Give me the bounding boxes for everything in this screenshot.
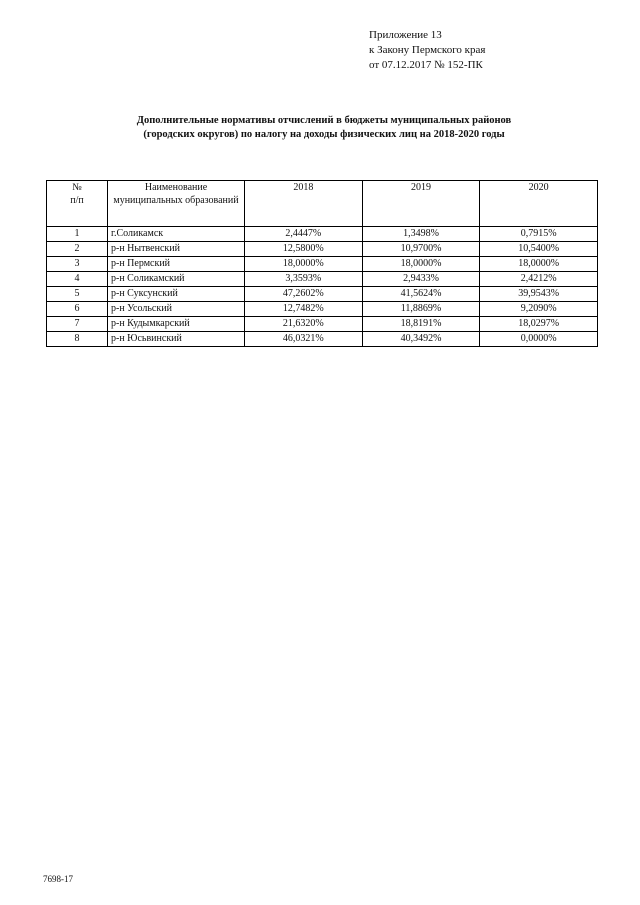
table-header-row <box>47 181 598 227</box>
row-value-2020: 0,0000% <box>480 332 598 347</box>
row-value-2019: 18,8191% <box>362 317 480 332</box>
document-title-line-2: (городских округов) по налогу на доходы физических лиц на 2018-2020 годы <box>143 129 505 140</box>
row-number: 7 <box>47 317 108 332</box>
row-value-2018: 12,7482% <box>245 302 363 317</box>
row-value-2020: 39,9543% <box>480 287 598 302</box>
row-number: 4 <box>47 272 108 287</box>
row-municipality: р-н Кудымкарский <box>108 317 245 332</box>
table-row <box>47 242 598 257</box>
norms-table <box>46 180 598 347</box>
row-value-2020: 2,4212% <box>480 272 598 287</box>
appendix-law-date-number: от 07.12.2017 № 152-ПК <box>369 59 483 71</box>
row-number: 2 <box>47 242 108 257</box>
row-value-2018: 12,5800% <box>245 242 363 257</box>
row-value-2019: 2,9433% <box>362 272 480 287</box>
row-value-2020: 10,5400% <box>480 242 598 257</box>
row-value-2018: 18,0000% <box>245 257 363 272</box>
header-number <box>47 181 108 227</box>
row-value-2020: 18,0297% <box>480 317 598 332</box>
row-municipality: р-н Соликамский <box>108 272 245 287</box>
row-value-2020: 9,2090% <box>480 302 598 317</box>
appendix-law-reference: к Закону Пермского края <box>369 44 486 56</box>
appendix-header <box>369 28 485 73</box>
row-value-2019: 1,3498% <box>362 227 480 242</box>
row-value-2018: 2,4447% <box>245 227 363 242</box>
row-value-2019: 40,3492% <box>362 332 480 347</box>
row-municipality: р-н Нытвенский <box>108 242 245 257</box>
row-value-2019: 11,8869% <box>362 302 480 317</box>
row-number: 8 <box>47 332 108 347</box>
row-value-2020: 18,0000% <box>480 257 598 272</box>
header-number-symbol: № <box>72 182 82 193</box>
table-row <box>47 317 598 332</box>
header-year-2020: 2020 <box>480 181 598 227</box>
table-row <box>47 302 598 317</box>
row-number: 1 <box>47 227 108 242</box>
row-municipality: р-н Юсьвинский <box>108 332 245 347</box>
document-title-line-1: Дополнительные нормативы отчислений в бюджеты муниципальных районов <box>136 115 512 126</box>
row-value-2018: 21,6320% <box>245 317 363 332</box>
appendix-number: Приложение 13 <box>369 29 442 41</box>
table-row <box>47 227 598 242</box>
row-municipality: г.Соликамск <box>108 227 245 242</box>
table-row <box>47 287 598 302</box>
row-municipality: р-н Усольский <box>108 302 245 317</box>
row-value-2018: 46,0321% <box>245 332 363 347</box>
header-number-abbrev: п/п <box>70 195 84 206</box>
document-registration-code: 7698-17 <box>43 874 73 884</box>
row-value-2018: 3,3593% <box>245 272 363 287</box>
row-value-2018: 47,2602% <box>245 287 363 302</box>
table-row <box>47 257 598 272</box>
header-year-2018: 2018 <box>245 181 363 227</box>
row-municipality: р-н Пермский <box>108 257 245 272</box>
row-value-2020: 0,7915% <box>480 227 598 242</box>
row-number: 6 <box>47 302 108 317</box>
table-row <box>47 272 598 287</box>
row-municipality: р-н Суксунский <box>108 287 245 302</box>
row-value-2019: 18,0000% <box>362 257 480 272</box>
row-value-2019: 41,5624% <box>362 287 480 302</box>
row-number: 5 <box>47 287 108 302</box>
document-title <box>100 114 548 142</box>
header-municipality-name: Наименование муниципальных образований <box>108 181 245 227</box>
row-number: 3 <box>47 257 108 272</box>
table-row <box>47 332 598 347</box>
row-value-2019: 10,9700% <box>362 242 480 257</box>
header-year-2019: 2019 <box>362 181 480 227</box>
